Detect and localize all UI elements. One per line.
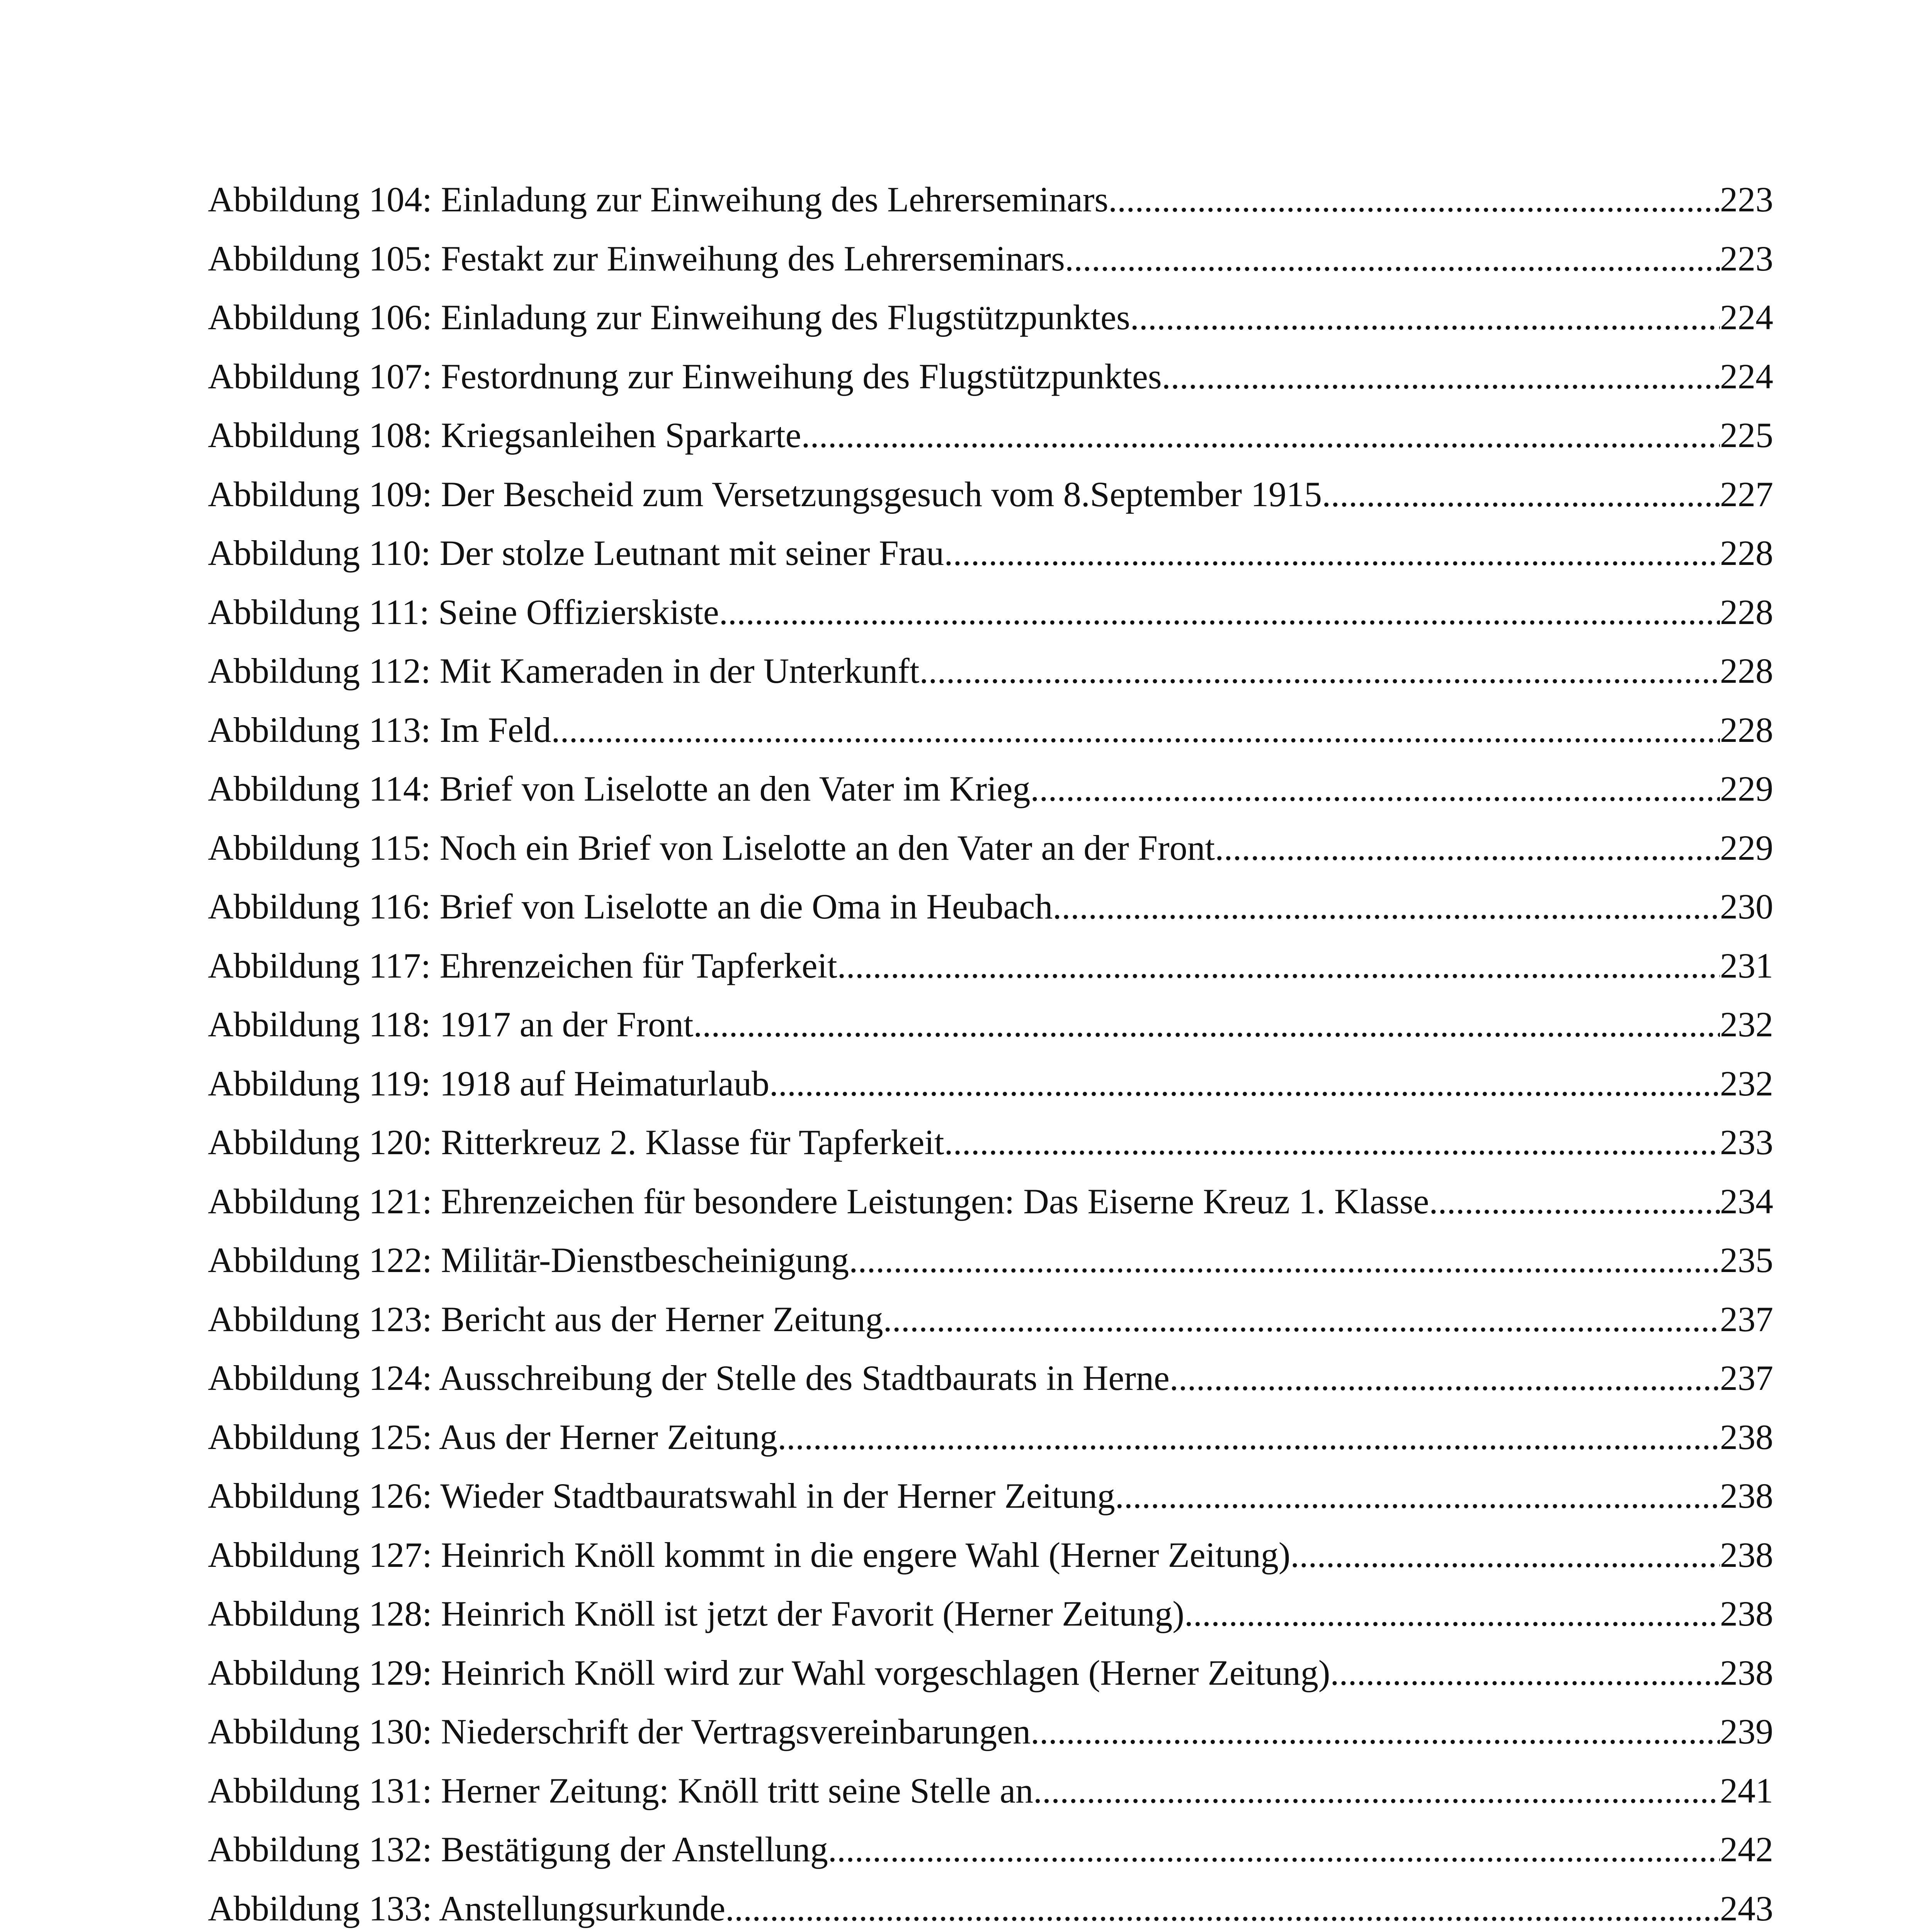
- dot-leader: [777, 1408, 1720, 1467]
- dot-leader: [1429, 1172, 1720, 1231]
- figure-list-entry[interactable]: [208, 1879, 1773, 1932]
- figure-list: [208, 170, 1773, 1932]
- entry-page-number: 241: [1720, 1770, 1773, 1810]
- entry-page-number: 228: [1720, 592, 1773, 632]
- entry-title: Abbildung 116: Brief von Liselotte an die Oma in Heubach: [208, 887, 1053, 926]
- dot-leader: [1031, 1702, 1720, 1761]
- entry-page-number: 233: [1720, 1122, 1773, 1162]
- entry-title: Abbildung 111: Seine Offizierskiste: [208, 592, 719, 632]
- dot-leader: [1290, 1526, 1720, 1585]
- figure-list-entry[interactable]: [208, 1526, 1773, 1585]
- entry-page-number: 235: [1720, 1240, 1773, 1280]
- entry-page-number: 227: [1720, 474, 1773, 514]
- figure-list-entry[interactable]: [208, 641, 1773, 701]
- entry-title: Abbildung 130: Niederschrift der Vertragsvereinbarungen: [208, 1712, 1031, 1751]
- entry-title: Abbildung 117: Ehrenzeichen für Tapferkeit: [208, 946, 837, 985]
- entry-page-number: 239: [1720, 1712, 1773, 1751]
- figure-list-entry[interactable]: [208, 759, 1773, 818]
- figure-list-entry[interactable]: [208, 1820, 1773, 1879]
- entry-title: Abbildung 110: Der stolze Leutnant mit seiner Frau: [208, 533, 944, 573]
- dot-leader: [1108, 170, 1720, 229]
- dot-leader: [725, 1879, 1720, 1932]
- entry-title: Abbildung 124: Ausschreibung der Stelle des Stadtbaurats in Herne: [208, 1358, 1170, 1398]
- entry-page-number: 228: [1720, 710, 1773, 750]
- entry-page-number: 234: [1720, 1181, 1773, 1221]
- entry-title: Abbildung 123: Bericht aus der Herner Zeitung: [208, 1299, 883, 1339]
- dot-leader: [837, 936, 1720, 995]
- dot-leader: [693, 995, 1720, 1054]
- figure-list-entry[interactable]: [208, 1113, 1773, 1172]
- figure-list-entry[interactable]: [208, 1054, 1773, 1113]
- entry-page-number: 224: [1720, 356, 1773, 396]
- entry-page-number: 232: [1720, 1063, 1773, 1103]
- figure-list-entry[interactable]: [208, 347, 1773, 406]
- entry-page-number: 228: [1720, 533, 1773, 573]
- entry-page-number: 237: [1720, 1299, 1773, 1339]
- dot-leader: [1030, 759, 1720, 818]
- entry-page-number: 232: [1720, 1005, 1773, 1044]
- figure-list-entry[interactable]: [208, 995, 1773, 1054]
- figure-list-entry[interactable]: [208, 1290, 1773, 1349]
- entry-title: Abbildung 114: Brief von Liselotte an den Vater im Krieg: [208, 769, 1031, 808]
- entry-title: Abbildung 118: 1917 an der Front: [208, 1005, 694, 1044]
- entry-title: Abbildung 133: Anstellungsurkunde: [208, 1888, 726, 1928]
- figure-list-entry[interactable]: [208, 465, 1773, 524]
- entry-page-number: 242: [1720, 1830, 1773, 1869]
- figure-list-entry[interactable]: [208, 936, 1773, 995]
- entry-title: Abbildung 131: Herner Zeitung: Knöll tritt seine Stelle an: [208, 1770, 1034, 1810]
- dot-leader: [1322, 465, 1720, 524]
- dot-leader: [719, 583, 1720, 642]
- dot-leader: [1115, 1466, 1720, 1526]
- figure-list-entry[interactable]: [208, 524, 1773, 583]
- dot-leader: [1033, 1761, 1720, 1820]
- entry-title: Abbildung 106: Einladung zur Einweihung des Flugstützpunktes: [208, 298, 1130, 337]
- figure-list-entry[interactable]: [208, 583, 1773, 642]
- figure-list-entry[interactable]: [208, 288, 1773, 347]
- dot-leader: [1065, 229, 1720, 288]
- entry-title: Abbildung 104: Einladung zur Einweihung des Lehrerseminars: [208, 180, 1109, 219]
- entry-title: Abbildung 128: Heinrich Knöll ist jetzt der Favorit (Herner Zeitung): [208, 1594, 1184, 1633]
- dot-leader: [1330, 1643, 1720, 1702]
- entry-page-number: 231: [1720, 946, 1773, 985]
- entry-title: Abbildung 129: Heinrich Knöll wird zur Wahl vorgeschlagen (Herner Zeitung): [208, 1653, 1330, 1692]
- entry-page-number: 230: [1720, 887, 1773, 926]
- entry-title: Abbildung 120: Ritterkreuz 2. Klasse für Tapferkeit: [208, 1122, 944, 1162]
- figure-list-entry[interactable]: [208, 1643, 1773, 1702]
- figure-list-entry[interactable]: [208, 1172, 1773, 1231]
- entry-page-number: 228: [1720, 651, 1773, 690]
- figure-list-entry[interactable]: [208, 1231, 1773, 1290]
- figure-list-entry[interactable]: [208, 818, 1773, 878]
- entry-title: Abbildung 127: Heinrich Knöll kommt in die engere Wahl (Herner Zeitung): [208, 1535, 1291, 1575]
- entry-page-number: 225: [1720, 415, 1773, 455]
- figure-list-entry[interactable]: [208, 406, 1773, 465]
- entry-page-number: 237: [1720, 1358, 1773, 1398]
- dot-leader: [551, 701, 1720, 760]
- entry-page-number: 238: [1720, 1417, 1773, 1457]
- entry-title: Abbildung 119: 1918 auf Heimaturlaub: [208, 1063, 769, 1103]
- figure-list-entry[interactable]: [208, 1584, 1773, 1643]
- dot-leader: [828, 1820, 1720, 1879]
- dot-leader: [1170, 1349, 1720, 1408]
- figure-list-entry[interactable]: [208, 1408, 1773, 1467]
- entry-page-number: 238: [1720, 1535, 1773, 1575]
- dot-leader: [1162, 347, 1720, 406]
- entry-title: Abbildung 126: Wieder Stadtbauratswahl in der Herner Zeitung: [208, 1476, 1115, 1515]
- entry-title: Abbildung 121: Ehrenzeichen für besondere Leistungen: Das Eiserne Kreuz 1. Klasse: [208, 1181, 1429, 1221]
- entry-page-number: 224: [1720, 298, 1773, 337]
- entry-page-number: 229: [1720, 769, 1773, 808]
- dot-leader: [883, 1290, 1720, 1349]
- entry-title: Abbildung 107: Festordnung zur Einweihung des Flugstützpunktes: [208, 356, 1162, 396]
- figure-list-entry[interactable]: [208, 877, 1773, 936]
- entry-page-number: 229: [1720, 828, 1773, 867]
- dot-leader: [801, 406, 1720, 465]
- figure-list-entry[interactable]: [208, 1702, 1773, 1761]
- entry-title: Abbildung 112: Mit Kameraden in der Unterkunft: [208, 651, 920, 690]
- dot-leader: [769, 1054, 1720, 1113]
- dot-leader: [944, 524, 1720, 583]
- entry-title: Abbildung 122: Militär-Dienstbescheinigung: [208, 1240, 849, 1280]
- entry-page-number: 238: [1720, 1476, 1773, 1515]
- entry-page-number: 223: [1720, 180, 1773, 219]
- entry-page-number: 238: [1720, 1594, 1773, 1633]
- entry-title: Abbildung 109: Der Bescheid zum Versetzungsgesuch vom 8.September 1915: [208, 474, 1322, 514]
- entry-page-number: 223: [1720, 238, 1773, 278]
- figure-list-entry[interactable]: [208, 1761, 1773, 1820]
- entry-page-number: 238: [1720, 1653, 1773, 1692]
- figure-list-entry[interactable]: [208, 1466, 1773, 1526]
- dot-leader: [1130, 288, 1720, 347]
- dot-leader: [919, 641, 1720, 701]
- entry-page-number: 243: [1720, 1888, 1773, 1928]
- entry-title: Abbildung 125: Aus der Herner Zeitung: [208, 1417, 778, 1457]
- figure-list-entry[interactable]: [208, 701, 1773, 760]
- dot-leader: [944, 1113, 1720, 1172]
- figure-list-entry[interactable]: [208, 1349, 1773, 1408]
- figure-list-entry[interactable]: [208, 170, 1773, 229]
- dot-leader: [1053, 877, 1720, 936]
- figure-list-entry[interactable]: [208, 229, 1773, 288]
- dot-leader: [1215, 818, 1720, 878]
- dot-leader: [849, 1231, 1720, 1290]
- entry-title: Abbildung 108: Kriegsanleihen Sparkarte: [208, 415, 801, 455]
- entry-title: Abbildung 132: Bestätigung der Anstellung: [208, 1830, 828, 1869]
- dot-leader: [1184, 1584, 1720, 1643]
- entry-title: Abbildung 105: Festakt zur Einweihung des Lehrerseminars: [208, 238, 1065, 278]
- entry-title: Abbildung 115: Noch ein Brief von Liselotte an den Vater an der Front: [208, 828, 1215, 867]
- entry-title: Abbildung 113: Im Feld: [208, 710, 551, 750]
